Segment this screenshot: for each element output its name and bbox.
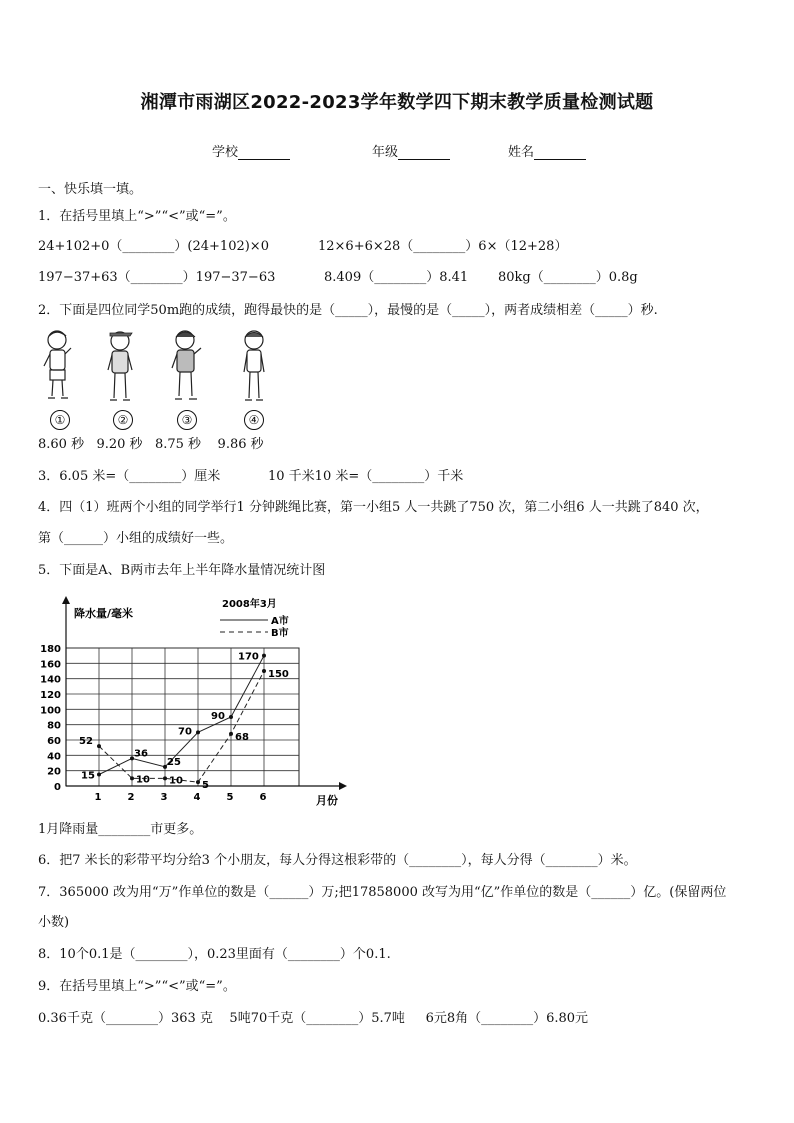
grade-field bbox=[372, 141, 450, 160]
y-tick-label: 100 bbox=[40, 705, 61, 717]
data-label: 52 bbox=[79, 736, 93, 748]
child-number-2: ② bbox=[113, 410, 133, 430]
name-label: 姓名 bbox=[508, 145, 535, 160]
data-label: 36 bbox=[134, 748, 148, 760]
child-number-1: ① bbox=[50, 410, 70, 430]
data-label: 10 bbox=[136, 774, 150, 786]
data-label: 68 bbox=[235, 731, 249, 743]
x-tick-label: 2 bbox=[127, 792, 135, 803]
question-4-line-2: 第（______）小组的成绩好一些。 bbox=[38, 531, 234, 546]
q9-row: 0.36千克（________）363 克 5吨70千克（________）5.7吨 6元8角（________）6.80元 bbox=[38, 1011, 589, 1026]
question-3-b: 10 千米10 米=（________）千米 bbox=[268, 469, 464, 484]
data-point bbox=[229, 715, 233, 719]
child-number-4: ④ bbox=[244, 410, 264, 430]
y-axis-arrow bbox=[62, 596, 70, 604]
x-tick-label: 3 bbox=[160, 792, 168, 803]
q1-item-4: 8.409（________）8.41 bbox=[324, 270, 469, 285]
q1-item-5: 80kg（________）0.8g bbox=[498, 270, 638, 285]
page-title: 湘潭市雨湖区2022-2023学年数学四下期末教学质量检测试题 bbox=[140, 92, 654, 113]
q2-times: 8.60 秒 9.20 秒 8.75 秒 9.86 秒 bbox=[38, 437, 264, 452]
y-tick-label: 120 bbox=[40, 690, 61, 701]
grade-blank[interactable] bbox=[398, 147, 450, 160]
y-tick-label: 0 bbox=[54, 782, 61, 793]
school-blank[interactable] bbox=[238, 147, 290, 160]
y-tick-label: 20 bbox=[47, 766, 61, 778]
data-label: 25 bbox=[167, 756, 181, 768]
question-7-line-1: 7．365000 改为用“万”作单位的数是（______）万;把17858000 改写为用“亿”作单位的数是（______）亿。(保留两位 bbox=[38, 885, 727, 900]
precipitation-chart bbox=[30, 590, 360, 812]
x-tick-label: 4 bbox=[193, 792, 201, 803]
question-6: 6．把7 米长的彩带平均分给3 个小朋友，每人分得这根彩带的（________），每人分得（________）米。 bbox=[38, 853, 637, 868]
data-point bbox=[130, 776, 134, 780]
legend-title: 2008年3月 bbox=[222, 599, 277, 610]
y-tick-label: 180 bbox=[40, 644, 61, 655]
child-1-illustration bbox=[40, 328, 76, 404]
series-line-a bbox=[99, 656, 264, 775]
child-2-illustration bbox=[102, 328, 138, 404]
y-tick-label: 80 bbox=[47, 720, 61, 732]
question-3-a: 3．6.05 米=（________）厘米 bbox=[38, 469, 221, 484]
data-label: 70 bbox=[178, 726, 192, 738]
question-9: 9．在括号里填上“>”“<”或“=”。 bbox=[38, 979, 236, 994]
q5-follow-up: 1月降雨量________市更多。 bbox=[38, 822, 203, 837]
q1-item-3: 197−37+63（________）197−37−63 bbox=[38, 270, 276, 285]
x-axis-title: 月份 bbox=[316, 794, 338, 807]
question-1: 1．在括号里填上“>”“<”或“=”。 bbox=[38, 209, 236, 224]
data-label: 10 bbox=[169, 775, 183, 787]
question-2: 2．下面是四位同学50m跑的成绩，跑得最快的是（_____），最慢的是（_____），两者成绩相差（_____）秒. bbox=[38, 303, 658, 318]
q1-item-1: 24+102+0（________）(24+102)×0 bbox=[38, 239, 269, 254]
data-label: 170 bbox=[238, 651, 259, 663]
name-blank[interactable] bbox=[534, 147, 586, 160]
section-heading: 一、快乐填一填。 bbox=[38, 182, 143, 197]
data-point bbox=[262, 654, 266, 658]
grade-label: 年级 bbox=[372, 145, 399, 160]
school-field bbox=[212, 141, 290, 160]
x-tick-label: 1 bbox=[94, 792, 102, 803]
x-tick-label: 5 bbox=[226, 792, 234, 803]
q1-item-2: 12×6+6×28（________）6×（12+28） bbox=[318, 239, 568, 254]
x-axis-arrow bbox=[339, 782, 347, 790]
data-point bbox=[262, 669, 266, 673]
data-label: 150 bbox=[268, 669, 289, 680]
y-tick-label: 160 bbox=[40, 659, 61, 671]
y-tick-label: 60 bbox=[47, 736, 61, 747]
y-tick-label: 40 bbox=[47, 751, 61, 763]
question-7-line-2: 小数) bbox=[38, 915, 70, 930]
y-axis-title: 降水量/毫米 bbox=[74, 607, 134, 620]
question-5: 5．下面是A、B两市去年上半年降水量情况统计图 bbox=[38, 563, 326, 578]
data-point bbox=[196, 730, 200, 734]
x-tick-label: 6 bbox=[259, 792, 267, 803]
child-3-illustration bbox=[168, 328, 204, 404]
data-label: 90 bbox=[211, 711, 225, 722]
data-point bbox=[97, 744, 101, 748]
question-4-line-1: 4．四（1）班两个小组的同学举行1 分钟跳绳比赛，第一小组5 人一共跳了750 次，第二小组6 人一共跳了840 次， bbox=[38, 500, 709, 515]
data-point bbox=[97, 773, 101, 777]
child-number-3: ③ bbox=[177, 410, 197, 430]
data-point bbox=[196, 780, 200, 784]
legend-label-b: B市 bbox=[271, 628, 289, 639]
school-label: 学校 bbox=[212, 145, 239, 160]
data-point bbox=[163, 776, 167, 780]
question-8: 8．10个0.1是（________），0.23里面有（________）个0.1. bbox=[38, 947, 391, 962]
child-4-illustration bbox=[236, 328, 272, 404]
data-point bbox=[229, 732, 233, 736]
y-tick-label: 140 bbox=[40, 674, 61, 686]
data-label: 15 bbox=[81, 770, 95, 782]
data-label: 5 bbox=[202, 780, 209, 792]
name-field bbox=[508, 141, 586, 160]
legend-label-a: A市 bbox=[271, 616, 289, 627]
